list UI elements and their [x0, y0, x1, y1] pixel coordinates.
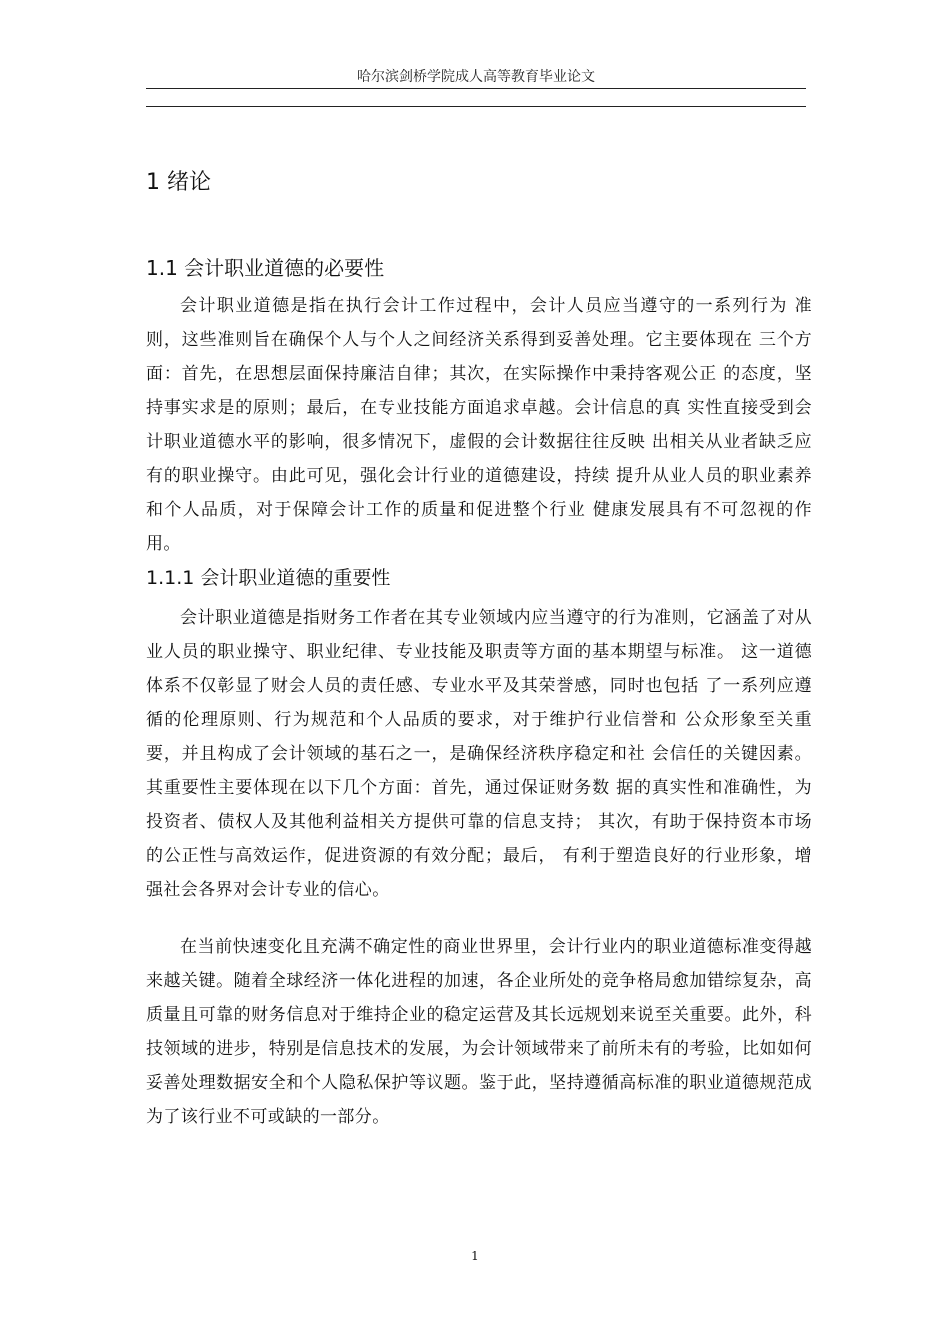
subsection-paragraph-1: 会计职业道德是指财务工作者在其专业领域内应当遵守的行为准则，它涵盖了对从业人员的职业操守、职业纪律、专业技能及职责等方面的基本期望与标准。 这一道德体系不仅彰显了财会人员的责任感、专业水平及其荣誉感，同时也包括 了一系列应遵循的伦理原则、行为规范和个人品质的要求，对于维护行业信誉和 公众形象至关重要，并且构成了会计领域的基石之一，是确保经济秩序稳定和社 会信任的关键因素。其重要性主要体现在以下几个方面：首先，通过保证财务数 据的真实性和准确性，为投资者、债权人及其他利益相关方提供可靠的信息支持； 其次，有助于保持资本市场的公正性与高效运作，促进资源的有效分配；最后， 有利于塑造良好的行业形象，增强社会各界对会计专业的信心。 — [146, 608, 812, 900]
section-title: 1.1 会计职业道德的必要性 — [146, 256, 385, 280]
subsection-paragraph-2: 在当前快速变化且充满不确定性的商业世界里，会计行业内的职业道德标准变得越来越关键。随着全球经济一体化进程的加速，各企业所处的竞争格局愈加错综复杂，高质量且可靠的财务信息对于维持企业的稳定运营及其长远规划来说至关重要。此外，科技领域的进步，特别是信息技术的发展，为会计领域带来了前所未有的考验，比如如何妥善处理数据安全和个人隐私保护等议题。鉴于此，坚持遵循高标准的职业道德规范成为了该行业不可或缺的一部分。 — [146, 937, 812, 1127]
header-rule — [146, 88, 806, 89]
subsection-title: 1.1.1 会计职业道德的重要性 — [146, 567, 391, 589]
section-paragraph: 会计职业道德是指在执行会计工作过程中，会计人员应当遵守的一系列行为 准则，这些准则旨在确保个人与个人之间经济关系得到妥善处理。它主要体现在 三个方面：首先，在思想层面保持廉洁自律；其次，在实际操作中秉持客观公正 的态度，坚持事实求是的原则；最后，在专业技能方面追求卓越。会计信息的真 实性直接受到会计职业道德水平的影响，很多情况下，虚假的会计数据往往反映 出相关从业者缺乏应有的职业操守。由此可见，强化会计行业的道德建设，持续 提升从业人员的职业素养和个人品质，对于保障会计工作的质量和促进整个行业 健康发展具有不可忽视的作用。 — [146, 296, 812, 554]
running-header: 哈尔滨剑桥学院成人高等教育毕业论文 — [357, 69, 595, 85]
page-number: 1 — [471, 1249, 479, 1263]
header-rule-lower — [146, 106, 806, 107]
chapter-title: 1 绪论 — [146, 170, 211, 195]
